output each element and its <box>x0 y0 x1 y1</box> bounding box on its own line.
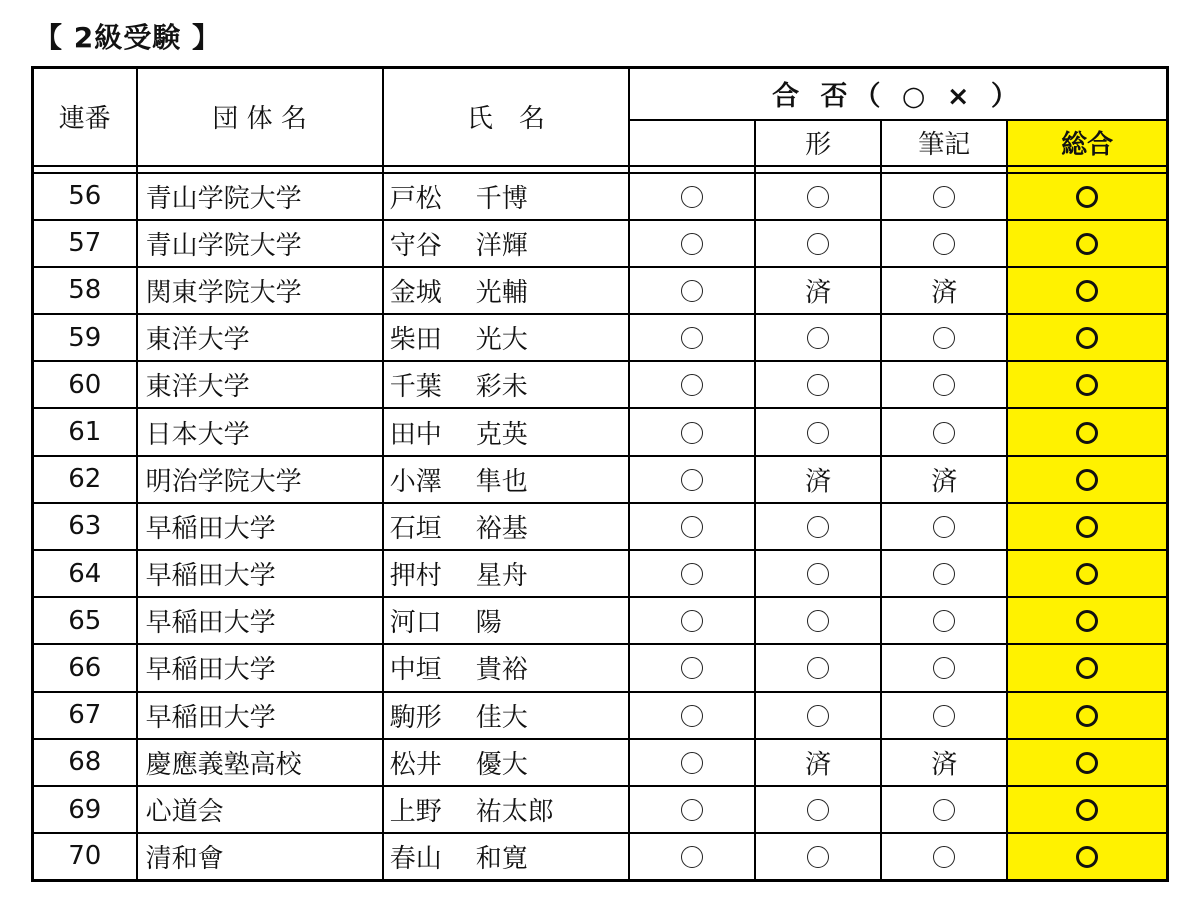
row-result-r2 <box>755 173 881 220</box>
row-name-given: 光輔 <box>475 277 528 308</box>
row-result-total <box>1007 739 1167 786</box>
table-row <box>33 739 1168 786</box>
row-result-total <box>1007 314 1167 361</box>
row-name-given: 千博 <box>475 183 528 214</box>
pass-circle-icon <box>807 563 829 585</box>
pass-circle-icon <box>681 705 703 727</box>
table-row <box>33 503 1168 550</box>
row-name-family: 金城 <box>389 277 442 308</box>
pass-circle-icon <box>807 799 829 821</box>
row-result-r1 <box>629 361 755 408</box>
row-name <box>383 739 629 786</box>
row-number: 66 <box>33 644 137 691</box>
total-pass-circle-icon <box>1076 233 1098 255</box>
row-result-r2 <box>755 408 881 455</box>
pass-circle-icon <box>933 374 955 396</box>
row-name <box>383 267 629 314</box>
row-result-r1 <box>629 833 755 880</box>
row-name-family: 柴田 <box>389 325 442 356</box>
pass-circle-icon <box>681 422 703 444</box>
row-result-r3 <box>881 408 1007 455</box>
table-row <box>33 550 1168 597</box>
row-name-given: 洋輝 <box>475 230 528 261</box>
row-result-r1 <box>629 739 755 786</box>
total-pass-circle-icon <box>1076 752 1098 774</box>
header-col-written: 筆記 <box>881 120 1007 166</box>
row-result-r3 <box>881 456 1007 503</box>
row-result-r1 <box>629 692 755 739</box>
table-row <box>33 220 1168 267</box>
row-group: 青山学院大学 <box>137 173 383 220</box>
pass-circle-icon <box>681 657 703 679</box>
pass-circle-icon <box>933 233 955 255</box>
row-group: 早稲田大学 <box>137 644 383 691</box>
row-name <box>383 503 629 550</box>
row-result-total <box>1007 597 1167 644</box>
row-number: 56 <box>33 173 137 220</box>
results-body <box>33 173 1168 881</box>
pass-circle-icon <box>807 374 829 396</box>
pass-circle-icon <box>681 516 703 538</box>
pass-circle-icon <box>681 374 703 396</box>
pass-circle-icon <box>807 422 829 444</box>
row-name-family: 駒形 <box>389 702 442 733</box>
row-result-r3 <box>881 692 1007 739</box>
row-name <box>383 550 629 597</box>
row-name-given: 陽 <box>475 608 502 639</box>
header-col-total: 総合 <box>1007 120 1167 166</box>
row-name <box>383 314 629 361</box>
row-name <box>383 692 629 739</box>
table-row <box>33 692 1168 739</box>
row-group: 東洋大学 <box>137 314 383 361</box>
pass-circle-icon <box>681 469 703 491</box>
row-number: 70 <box>33 833 137 880</box>
header-group: 団 体 名 <box>137 68 383 166</box>
pass-circle-icon <box>807 233 829 255</box>
pass-circle-icon <box>681 327 703 349</box>
pass-circle-icon <box>681 799 703 821</box>
pass-circle-icon <box>933 799 955 821</box>
pass-circle-icon <box>807 327 829 349</box>
row-result-total <box>1007 456 1167 503</box>
row-group: 早稲田大学 <box>137 550 383 597</box>
row-result-r1 <box>629 644 755 691</box>
row-group: 早稲田大学 <box>137 503 383 550</box>
row-result-r2 <box>755 644 881 691</box>
row-result-total <box>1007 503 1167 550</box>
row-result-r3 <box>881 644 1007 691</box>
row-name-given: 裕基 <box>475 513 528 544</box>
table-row <box>33 597 1168 644</box>
row-name <box>383 408 629 455</box>
row-result-r1 <box>629 267 755 314</box>
row-result-r2 <box>755 456 881 503</box>
header-no: 連番 <box>33 68 137 166</box>
pass-circle-icon <box>681 610 703 632</box>
row-name <box>383 644 629 691</box>
header-row-top <box>33 68 1168 120</box>
header-result-group <box>629 68 1168 120</box>
row-name <box>383 597 629 644</box>
row-result-r1 <box>629 597 755 644</box>
row-group: 慶應義塾高校 <box>137 739 383 786</box>
pass-circle-icon <box>681 563 703 585</box>
result-mark: 済 <box>805 749 832 780</box>
pass-circle-icon <box>807 705 829 727</box>
row-result-r1 <box>629 550 755 597</box>
row-result-r3 <box>881 267 1007 314</box>
total-pass-circle-icon <box>1076 186 1098 208</box>
pass-circle-icon <box>933 516 955 538</box>
row-result-r3 <box>881 173 1007 220</box>
total-pass-circle-icon <box>1076 469 1098 491</box>
header-name: 氏 名 <box>383 68 629 166</box>
pass-circle-icon <box>681 233 703 255</box>
table-row <box>33 408 1168 455</box>
row-result-r3 <box>881 786 1007 833</box>
row-result-total <box>1007 833 1167 880</box>
row-name-given: 佳大 <box>475 702 528 733</box>
total-pass-circle-icon <box>1076 374 1098 396</box>
row-name-given: 和寛 <box>475 843 528 874</box>
row-result-r3 <box>881 503 1007 550</box>
row-name-given: 克英 <box>475 419 528 450</box>
row-result-r2 <box>755 597 881 644</box>
row-result-total <box>1007 361 1167 408</box>
total-pass-circle-icon <box>1076 327 1098 349</box>
pass-circle-icon <box>807 516 829 538</box>
row-group: 東洋大学 <box>137 361 383 408</box>
pass-circle-icon <box>807 186 829 208</box>
table-row <box>33 173 1168 220</box>
row-result-total <box>1007 408 1167 455</box>
result-mark: 済 <box>931 277 958 308</box>
row-number: 64 <box>33 550 137 597</box>
total-pass-circle-icon <box>1076 610 1098 632</box>
total-pass-circle-icon <box>1076 563 1098 585</box>
row-name-given: 星舟 <box>475 561 528 592</box>
row-number: 65 <box>33 597 137 644</box>
row-number: 62 <box>33 456 137 503</box>
total-pass-circle-icon <box>1076 516 1098 538</box>
row-result-r2 <box>755 786 881 833</box>
row-result-r1 <box>629 408 755 455</box>
row-number: 57 <box>33 220 137 267</box>
row-number: 58 <box>33 267 137 314</box>
pass-circle-icon <box>933 705 955 727</box>
total-pass-circle-icon <box>1076 705 1098 727</box>
row-name-family: 小澤 <box>389 466 442 497</box>
result-mark: 済 <box>805 277 832 308</box>
row-result-total <box>1007 550 1167 597</box>
row-name-family: 上野 <box>389 797 442 828</box>
row-name <box>383 220 629 267</box>
row-result-total <box>1007 644 1167 691</box>
row-result-r2 <box>755 739 881 786</box>
table-row <box>33 456 1168 503</box>
table-row <box>33 314 1168 361</box>
row-name-family: 戸松 <box>389 183 442 214</box>
row-name-family: 守谷 <box>389 230 442 261</box>
results-table <box>31 66 1169 882</box>
row-group: 清和會 <box>137 833 383 880</box>
total-pass-circle-icon <box>1076 280 1098 302</box>
row-name <box>383 456 629 503</box>
pass-circle-icon <box>933 422 955 444</box>
row-result-total <box>1007 220 1167 267</box>
row-name-given: 彩未 <box>475 372 528 403</box>
row-result-r1 <box>629 173 755 220</box>
table-row <box>33 833 1168 880</box>
row-name-family: 春山 <box>389 843 442 874</box>
row-name-family: 田中 <box>389 419 442 450</box>
pass-circle-icon <box>681 752 703 774</box>
pass-circle-icon <box>807 846 829 868</box>
row-result-r2 <box>755 361 881 408</box>
row-result-total <box>1007 267 1167 314</box>
result-mark: 済 <box>805 466 832 497</box>
row-name-family: 押村 <box>389 561 442 592</box>
row-result-r2 <box>755 833 881 880</box>
row-result-r1 <box>629 220 755 267</box>
header-result-group-label: 合 否（ ○ × ） <box>772 81 1024 113</box>
total-pass-circle-icon <box>1076 657 1098 679</box>
row-group: 心道会 <box>137 786 383 833</box>
row-number: 63 <box>33 503 137 550</box>
pass-circle-icon <box>933 610 955 632</box>
row-result-total <box>1007 692 1167 739</box>
header-col-form: 形 <box>755 120 881 166</box>
row-result-r3 <box>881 550 1007 597</box>
row-result-r3 <box>881 833 1007 880</box>
pass-circle-icon <box>807 657 829 679</box>
row-result-r1 <box>629 786 755 833</box>
row-result-r1 <box>629 456 755 503</box>
row-name-family: 石垣 <box>389 513 442 544</box>
row-group: 日本大学 <box>137 408 383 455</box>
row-name <box>383 173 629 220</box>
row-name-family: 千葉 <box>389 372 442 403</box>
row-name-given: 祐太郎 <box>475 797 554 828</box>
row-name-given: 優大 <box>475 749 528 780</box>
row-number: 68 <box>33 739 137 786</box>
row-result-r3 <box>881 361 1007 408</box>
row-result-r2 <box>755 550 881 597</box>
row-number: 69 <box>33 786 137 833</box>
row-name-given: 光大 <box>475 325 528 356</box>
table-row <box>33 361 1168 408</box>
pass-circle-icon <box>681 186 703 208</box>
row-name <box>383 833 629 880</box>
row-group: 早稲田大学 <box>137 597 383 644</box>
row-result-r2 <box>755 267 881 314</box>
row-name-family: 河口 <box>389 608 442 639</box>
row-result-r1 <box>629 314 755 361</box>
row-name <box>383 786 629 833</box>
row-result-r1 <box>629 503 755 550</box>
pass-circle-icon <box>681 846 703 868</box>
row-group: 関東学院大学 <box>137 267 383 314</box>
row-name-given: 貴裕 <box>475 655 528 686</box>
table-row <box>33 267 1168 314</box>
row-result-r3 <box>881 314 1007 361</box>
pass-circle-icon <box>933 327 955 349</box>
row-group: 早稲田大学 <box>137 692 383 739</box>
pass-circle-icon <box>933 563 955 585</box>
header-col-blank <box>629 120 755 166</box>
row-name <box>383 361 629 408</box>
pass-circle-icon <box>933 657 955 679</box>
row-name-given: 隼也 <box>475 466 528 497</box>
row-result-r2 <box>755 692 881 739</box>
row-number: 60 <box>33 361 137 408</box>
total-pass-circle-icon <box>1076 799 1098 821</box>
page-title: 【 2級受験 】 <box>34 21 221 54</box>
total-pass-circle-icon <box>1076 846 1098 868</box>
result-mark: 済 <box>931 466 958 497</box>
table-row <box>33 786 1168 833</box>
row-result-total <box>1007 173 1167 220</box>
row-result-r3 <box>881 220 1007 267</box>
pass-circle-icon <box>933 846 955 868</box>
table-row <box>33 644 1168 691</box>
row-name-family: 松井 <box>389 749 442 780</box>
row-number: 59 <box>33 314 137 361</box>
row-name-family: 中垣 <box>389 655 442 686</box>
header-separator <box>33 166 1168 173</box>
row-number: 61 <box>33 408 137 455</box>
total-pass-circle-icon <box>1076 422 1098 444</box>
row-result-r2 <box>755 220 881 267</box>
row-number: 67 <box>33 692 137 739</box>
pass-circle-icon <box>681 280 703 302</box>
row-group: 明治学院大学 <box>137 456 383 503</box>
row-result-total <box>1007 786 1167 833</box>
row-result-r2 <box>755 503 881 550</box>
pass-circle-icon <box>933 186 955 208</box>
row-group: 青山学院大学 <box>137 220 383 267</box>
row-result-r2 <box>755 314 881 361</box>
row-result-r3 <box>881 739 1007 786</box>
row-result-r3 <box>881 597 1007 644</box>
result-mark: 済 <box>931 749 958 780</box>
pass-circle-icon <box>807 610 829 632</box>
